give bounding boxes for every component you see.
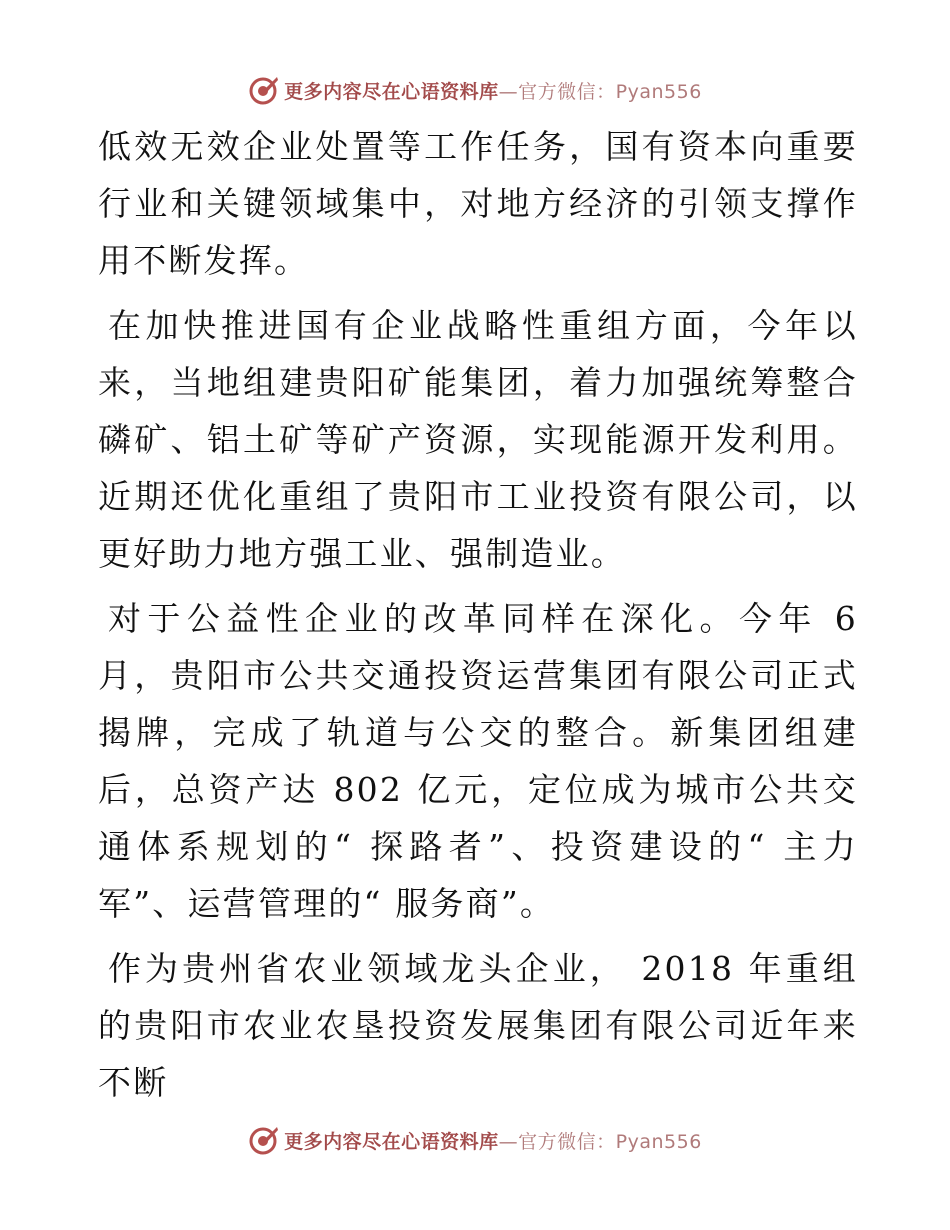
quill-pen-logo-icon xyxy=(248,74,280,106)
footer-watermark xyxy=(0,1120,950,1160)
paragraph-4: 作为贵州省农业领域龙头企业， 2018 年重组的贵阳市农业农垦投资发展集团有限公司近年来不断 xyxy=(98,949,858,1102)
paragraph-1: 低效无效企业处置等工作任务，国有资本向重要行业和关键领域集中，对地方经济的引领支撑作用不断发挥。 xyxy=(98,127,858,280)
header-watermark xyxy=(0,70,950,110)
header-brand-text: 更多内容尽在心语资料库 xyxy=(284,80,499,103)
paragraph-2: 在加快推进国有企业战略性重组方面，今年以来，当地组建贵阳矿能集团，着力加强统筹整合磷矿、铝土矿等矿产资源，实现能源开发利用。近期还优化重组了贵阳市工业投资有限公司，以更好助力地方强工业、强制造业。 xyxy=(98,306,858,573)
header-contact-text: 官方微信：Pyan556 xyxy=(518,80,702,103)
quill-pen-logo-icon xyxy=(248,1124,280,1156)
footer-contact-text: 官方微信：Pyan556 xyxy=(518,1130,702,1153)
paragraph-3: 对于公益性企业的改革同样在深化。今年 6 月，贵阳市公共交通投资运营集团有限公司正式揭牌，完成了轨道与公交的整合。新集团组建后，总资产达 802 亿元，定位成为城市公共交通体系规划的“ 探路者”、投资建设的“ 主力军”、运营管理的“ 服务商”。 xyxy=(98,599,858,923)
header-separator: — xyxy=(498,80,519,103)
footer-brand-text: 更多内容尽在心语资料库 xyxy=(284,1130,499,1153)
document-body xyxy=(98,118,858,1119)
footer-separator: — xyxy=(498,1130,519,1153)
